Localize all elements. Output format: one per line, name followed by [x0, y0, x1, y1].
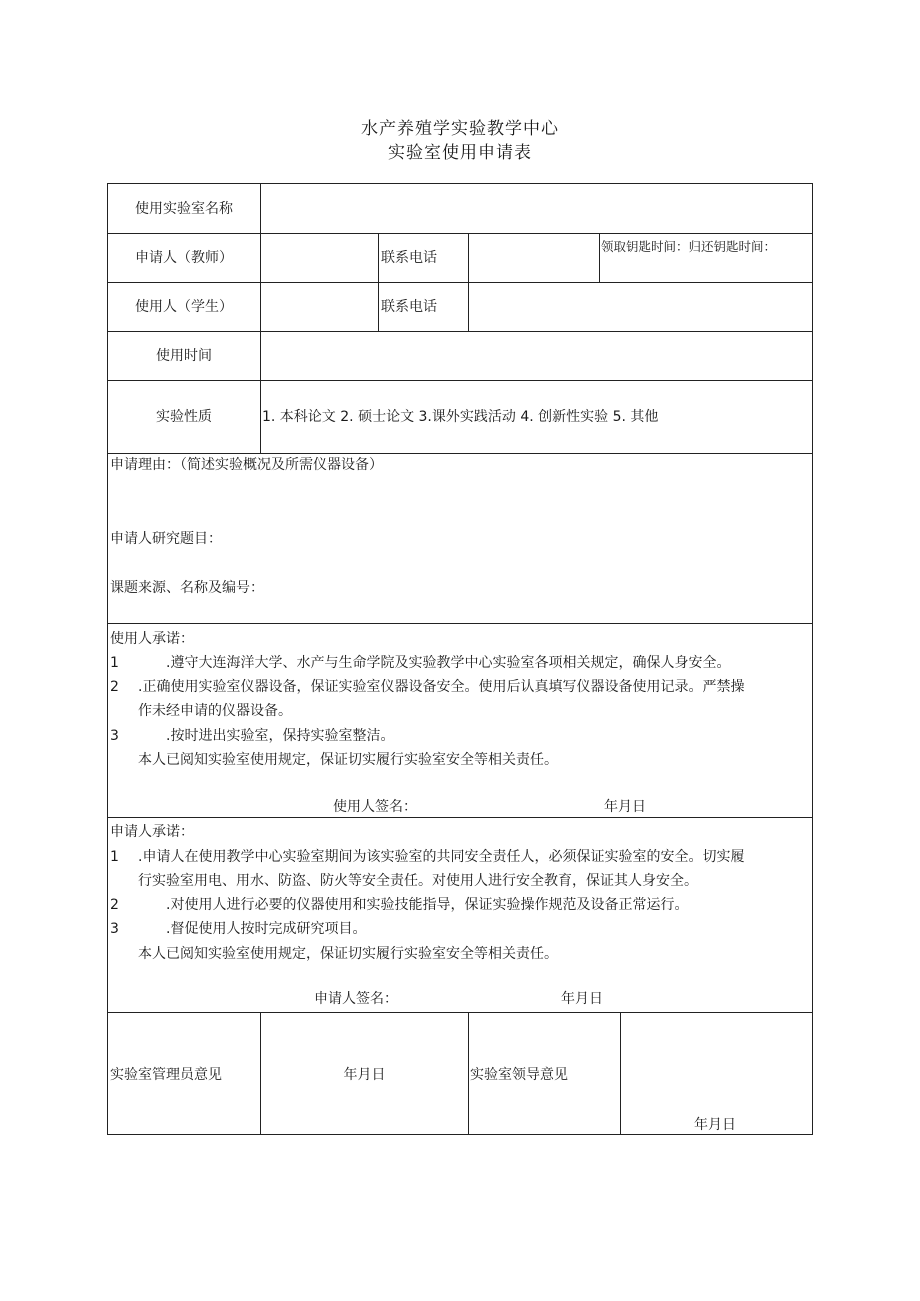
column-divider [378, 233, 379, 331]
applicant-label: 申请人（教师） [135, 250, 233, 266]
user-pledge-num-1: 1 [110, 655, 119, 671]
user-field[interactable] [261, 283, 377, 330]
lab-name-label: 使用实验室名称 [135, 201, 233, 217]
manager-opinion-label: 实验室管理员意见 [110, 1067, 222, 1083]
reason-label: 申请理由：（简述实验概况及所需仪器设备） [110, 457, 383, 473]
user-pledge-statement: 本人已阅知实验室使用规定，保证切实履行实验室安全等相关责任。 [138, 752, 558, 768]
column-divider [599, 233, 600, 282]
user-pledge-text-3: .按时进出实验室，保持实验室整洁。 [166, 728, 395, 744]
form-title-line1: 水产养殖学实验教学中心 [361, 119, 559, 139]
phone-label-1: 联系电话 [381, 250, 437, 266]
form-title-line2: 实验室使用申请表 [388, 143, 532, 163]
row-divider [108, 453, 812, 454]
user-pledge-num-2: 2 [110, 679, 119, 695]
research-topic-label: 申请人研究题目： [110, 531, 222, 547]
user-label: 使用人（学生） [135, 299, 233, 315]
user-pledge-text-1: .遵守大连海洋大学、水产与生命学院及实验教学中心实验室各项相关规定，确保人身安全。 [166, 655, 731, 671]
applicant-pledge-statement: 本人已阅知实验室使用规定，保证切实履行实验室安全等相关责任。 [138, 946, 558, 962]
manager-opinion-date: 年月日 [343, 1067, 386, 1083]
applicant-pledge-text-2: .对使用人进行必要的仪器使用和实验技能指导，保证实验操作规范及设备正常运行。 [166, 897, 689, 913]
project-source-label: 课题来源、名称及编号： [110, 580, 264, 596]
usage-time-label: 使用时间 [156, 348, 212, 364]
row-divider [108, 623, 812, 624]
user-signature-date: 年月日 [604, 799, 646, 815]
row-divider [108, 380, 812, 381]
applicant-pledge-num-2: 2 [110, 897, 119, 913]
applicant-pledge-text-1-cont: 行实验室用电、用水、防盗、防火等安全责任。对使用人进行安全教育，保证其人身安全。 [138, 873, 698, 889]
applicant-signature-label: 申请人签名： [314, 991, 398, 1007]
user-signature-label: 使用人签名： [333, 799, 417, 815]
applicant-pledge-text-1: .申请人在使用教学中心实验室期间为该实验室的共同安全责任人，必须保证实验室的安全。切实履 [138, 849, 745, 865]
row-divider [108, 817, 812, 818]
phone-label-2: 联系电话 [381, 299, 437, 315]
applicant-pledge-num-1: 1 [110, 849, 119, 865]
applicant-phone-field[interactable] [469, 234, 598, 281]
applicant-pledge-title: 申请人承诺： [110, 824, 194, 840]
application-form-table [107, 183, 813, 1135]
usage-time-field[interactable] [261, 332, 813, 379]
user-pledge-num-3: 3 [110, 728, 119, 744]
user-pledge-text-2: .正确使用实验室仪器设备，保证实验室仪器设备安全。使用后认真填写仪器设备使用记录。严禁操 [138, 679, 745, 695]
applicant-field[interactable] [261, 234, 377, 281]
nature-label: 实验性质 [156, 409, 212, 425]
applicant-pledge-text-3: .督促使用人按时完成研究项目。 [166, 921, 367, 937]
user-pledge-text-2-cont: 作未经申请的仪器设备。 [138, 703, 292, 719]
row-divider [108, 233, 812, 234]
lab-name-field[interactable] [261, 185, 813, 232]
applicant-signature-date: 年月日 [561, 991, 603, 1007]
user-pledge-title: 使用人承诺： [110, 631, 194, 647]
column-divider [468, 1012, 469, 1135]
leader-opinion-date: 年月日 [694, 1117, 736, 1133]
applicant-pledge-num-3: 3 [110, 921, 119, 937]
key-time-label: 领取钥匙时间：归还钥匙时间： [601, 239, 777, 254]
leader-opinion-label: 实验室领导意见 [470, 1067, 568, 1083]
user-phone-field[interactable] [469, 283, 813, 330]
nature-options[interactable]: 1. 本科论文 2. 硕士论文 3.课外实践活动 4. 创新性实验 5. 其他 [262, 409, 659, 425]
